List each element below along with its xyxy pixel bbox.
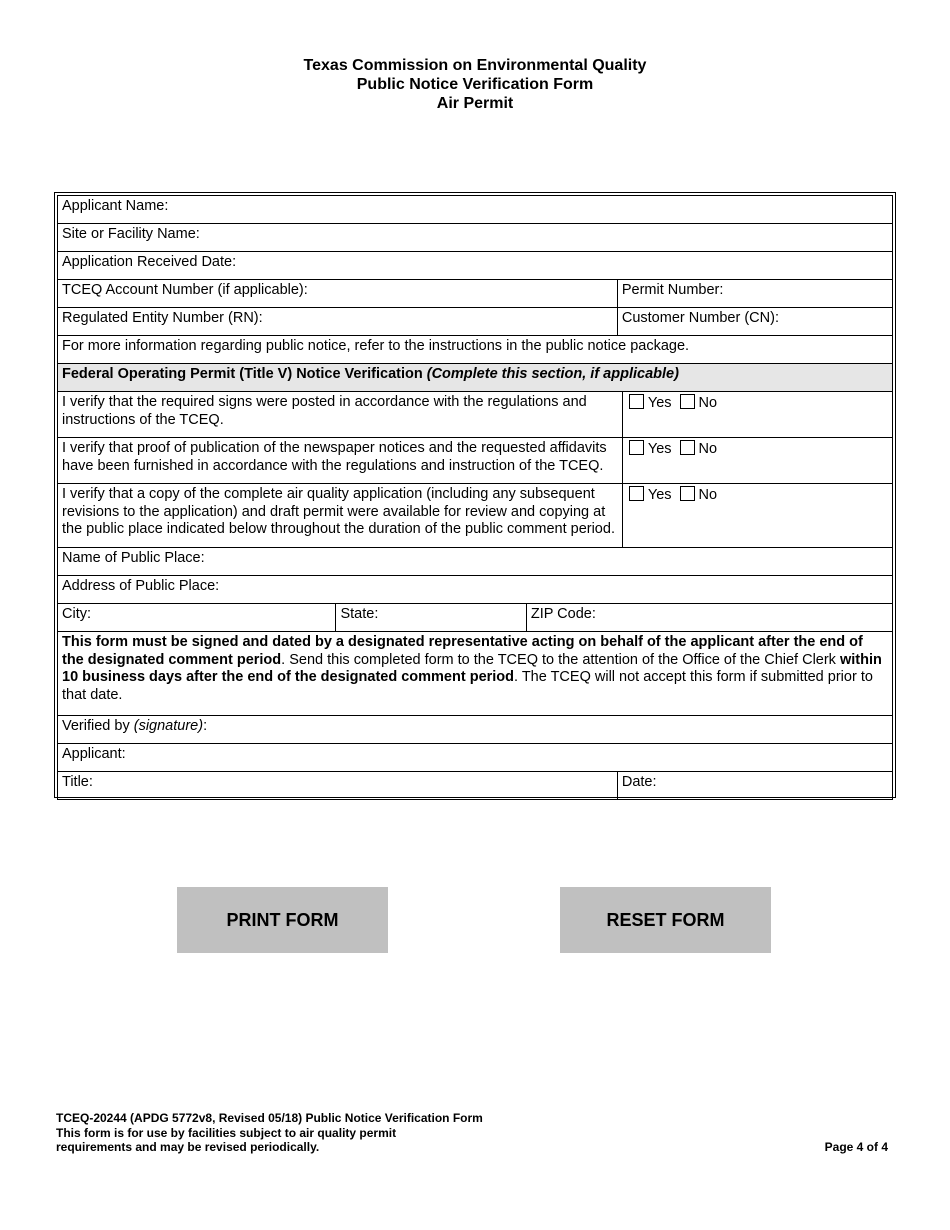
yes-label: Yes — [647, 395, 672, 411]
verify-publication-yes-checkbox[interactable] — [629, 440, 644, 455]
applicant-field[interactable] — [58, 744, 893, 772]
applicant-label: Applicant: — [62, 746, 126, 762]
received-date-field[interactable] — [58, 252, 893, 280]
verification-form-table — [57, 195, 893, 800]
print-form-button[interactable]: PRINT FORM — [177, 887, 388, 953]
signature-note: (signature) — [133, 718, 204, 734]
no-label: No — [698, 487, 718, 503]
section-heading — [58, 364, 893, 392]
no-label: No — [698, 395, 718, 411]
signing-instructions — [58, 632, 893, 716]
title-field[interactable] — [58, 772, 618, 800]
verify-publication-options — [622, 438, 892, 484]
yes-label: Yes — [647, 441, 672, 457]
applicant-name-field[interactable] — [58, 196, 893, 224]
verify-signs-text: I verify that the required signs were posted in accordance with the regulations and instructions of the TCEQ. — [58, 392, 623, 438]
date-field[interactable] — [617, 772, 892, 800]
verified-by-field[interactable] — [58, 716, 893, 744]
form-header — [0, 56, 950, 113]
acceptance-note: . The TCEQ will not accept this form if submitted prior to that date. — [62, 669, 873, 703]
section-note: (Complete this section, if applicable) — [426, 366, 679, 382]
agency-name: Texas Commission on Environmental Quality — [303, 57, 647, 74]
verified-by-colon: : — [203, 718, 208, 734]
verify-publication-no-checkbox[interactable] — [680, 440, 695, 455]
verify-copy-no-checkbox[interactable] — [680, 486, 695, 501]
usage-note-1: This form is for use by facilities subject to air quality permit — [56, 1125, 397, 1140]
form-title: Public Notice Verification Form — [356, 76, 594, 93]
verify-signs-no-checkbox[interactable] — [680, 394, 695, 409]
public-place-address-label: Address of Public Place: — [62, 578, 220, 594]
info-text: For more information regarding public notice, refer to the instructions in the public notice package. — [58, 336, 893, 364]
cn-label: Customer Number (CN): — [621, 310, 779, 326]
footer-info — [56, 1111, 483, 1155]
permit-number-label: Permit Number: — [621, 282, 724, 298]
title-label: Title: — [62, 774, 93, 790]
public-place-name-label: Name of Public Place: — [62, 550, 205, 566]
form-id: TCEQ-20244 (APDG 5772v8, Revised 05/18) Public Notice Verification Form — [56, 1111, 483, 1125]
section-title: Federal Operating Permit (Title V) Notice Verification — [62, 366, 423, 382]
verify-copy-yes-checkbox[interactable] — [629, 486, 644, 501]
state-label: State: — [340, 606, 379, 622]
applicant-name-label: Applicant Name: — [62, 198, 169, 214]
tceq-account-label: TCEQ Account Number (if applicable): — [62, 282, 308, 298]
verify-publication-text: I verify that proof of publication of the newspaper notices and the requested affidavits have been furnished in accordance with the regulations and instruction of the TCEQ. — [58, 438, 623, 484]
form-box — [54, 192, 896, 798]
signing-requirement: This form must be signed and dated by a designated representative acting on behalf of the applicant after the end of the designated comment period — [62, 634, 863, 668]
usage-note-2: requirements and may be revised periodically. — [56, 1140, 320, 1154]
received-date-label: Application Received Date: — [62, 254, 237, 270]
rn-field[interactable] — [58, 308, 618, 336]
tceq-account-field[interactable] — [58, 280, 618, 308]
cn-field[interactable] — [617, 308, 892, 336]
public-place-address-field[interactable] — [58, 576, 893, 604]
verify-copy-options — [622, 484, 892, 548]
reset-form-button[interactable]: RESET FORM — [560, 887, 771, 953]
verify-signs-yes-checkbox[interactable] — [629, 394, 644, 409]
verified-by-label: Verified by — [62, 718, 134, 734]
site-name-field[interactable] — [58, 224, 893, 252]
permit-number-field[interactable] — [617, 280, 892, 308]
rn-label: Regulated Entity Number (RN): — [62, 310, 263, 326]
zip-label: ZIP Code: — [530, 606, 596, 622]
verify-signs-options — [622, 392, 892, 438]
yes-label: Yes — [647, 487, 672, 503]
site-name-label: Site or Facility Name: — [62, 226, 200, 242]
verify-copy-text: I verify that a copy of the complete air quality application (including any subsequent revisions to the application) and draft permit were available for review and copying at the public place indicated below throughout the duration of the public comment period. — [58, 484, 623, 548]
deadline-text: within 10 business days after the end of the designated comment period — [62, 651, 882, 685]
public-place-name-field[interactable] — [58, 548, 893, 576]
city-label: City: — [62, 606, 91, 622]
state-field[interactable] — [336, 604, 526, 632]
no-label: No — [698, 441, 718, 457]
form-subtitle: Air Permit — [436, 95, 514, 112]
city-field[interactable] — [58, 604, 336, 632]
page-number: Page 4 of 4 — [824, 1140, 888, 1154]
date-label: Date: — [621, 774, 657, 790]
send-instruction: . Send this completed form to the TCEQ to the attention of the Office of the Chief Clerk — [281, 651, 840, 668]
zip-field[interactable] — [526, 604, 892, 632]
